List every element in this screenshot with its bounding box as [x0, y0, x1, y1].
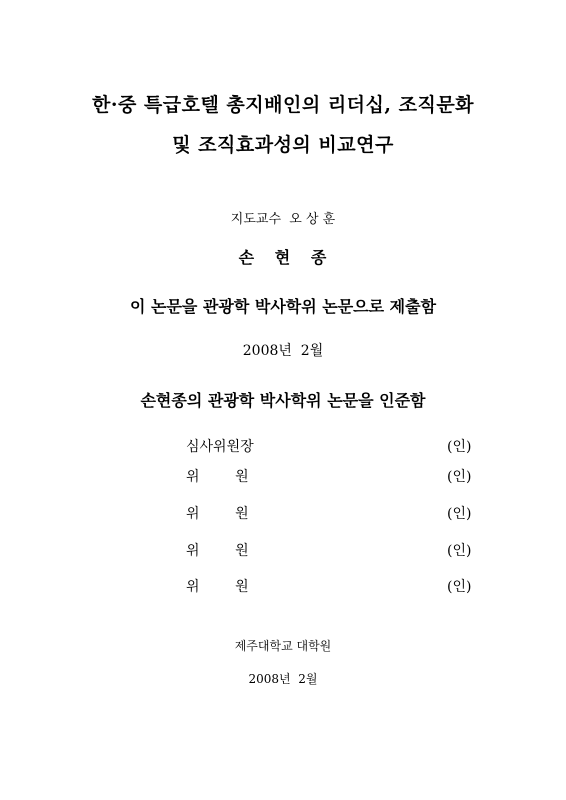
committee-row [0, 436, 566, 458]
submission-date: 2008년 2월 [242, 343, 324, 359]
committee-row [0, 503, 566, 525]
thesis-title-line-1: 한·중 특급호텔 총지배인의 리더십, 조직문화 [91, 94, 475, 116]
submission-statement: 이 논문을 관광학 박사학위 논문으로 제출함 [129, 297, 437, 316]
seal-mark: (인) [447, 506, 472, 522]
thesis-title-line-2: 및 조직효과성의 비교연구 [172, 134, 394, 156]
committee-role: 위 원 [186, 579, 249, 595]
approval-statement: 손현종의 관광학 박사학위 논문을 인준함 [140, 391, 426, 410]
committee-role: 심사위원장 [186, 439, 254, 455]
school-name: 제주대학교 대학원 [234, 639, 332, 653]
author-name: 손 현 종 [238, 248, 328, 267]
committee-row [0, 576, 566, 598]
footer-date: 2008년 2월 [248, 672, 318, 686]
committee-role: 위 원 [186, 469, 249, 485]
committee-row [0, 540, 566, 562]
committee-row [0, 466, 566, 488]
advisor-line: 지도교수 오 상 훈 [230, 212, 336, 227]
seal-mark: (인) [447, 543, 472, 559]
seal-mark: (인) [447, 579, 472, 595]
committee-role: 위 원 [186, 543, 249, 559]
seal-mark: (인) [447, 439, 472, 455]
committee-role: 위 원 [186, 506, 249, 522]
seal-mark: (인) [447, 469, 472, 485]
